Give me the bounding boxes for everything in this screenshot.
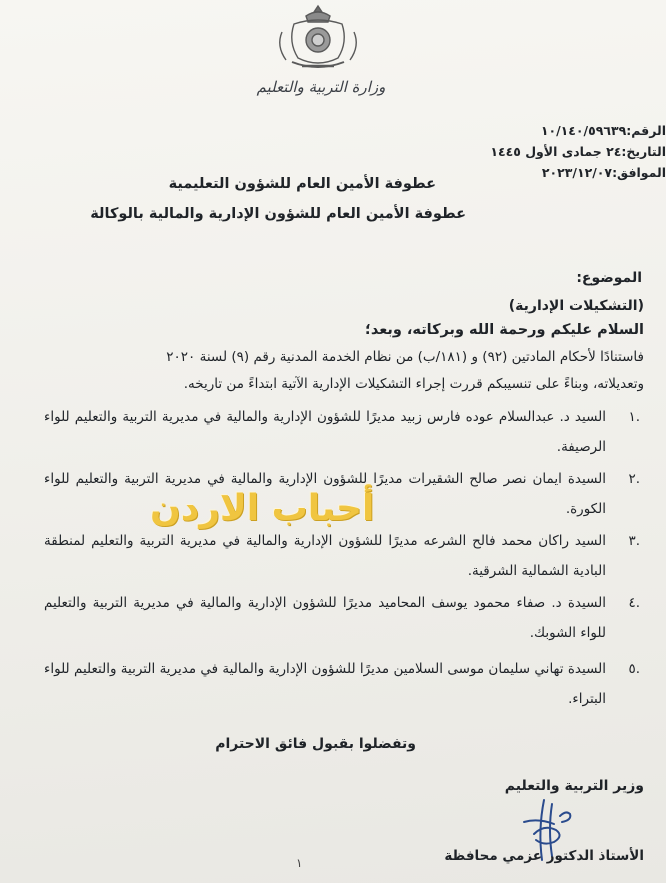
subject-value: (التشكيلات الإدارية) [508,298,644,314]
list-item [44,402,640,462]
reference-label: الرقم: [626,123,666,138]
hijri-date: ٢٤ جمادى الأول ١٤٤٥ [490,144,622,159]
reference-number-row [496,120,666,141]
list-item-number: .٥ [628,661,640,677]
list-item-number: .٤ [628,595,640,611]
list-item [44,588,640,648]
page-number: ١ [296,856,303,870]
list-item-number: .٢ [628,471,640,487]
royal-crest-icon [272,2,364,72]
body-paragraph-line-1: فاستنادًا لأحكام المادتين (٩٢) و (١٨١/ب) من نظام الخدمة المدنية رقم (٩) لسنة ٢٠٢٠ [166,349,644,365]
hijri-date-row [490,141,666,162]
list-item [44,526,640,586]
agree-label: الموافق: [612,165,666,180]
list-item-text: السيدة تهاني سليمان موسى السلامين مديرًا للشؤون الإدارية والمالية في مديرية التربية والتعليم للواء البتراء. [44,661,606,707]
list-item [44,654,640,714]
addressee-2: عطوفة الأمين العام للشؤون الإدارية والمالية بالوكالة [90,206,466,222]
list-item-text: السيد د. عبدالسلام عوده فارس زبيد مديرًا للشؤون الإدارية والمالية في مديرية التربية والتعليم للواء الرصيفة. [44,409,606,455]
list-item-number: .٣ [628,533,640,549]
list-item-number: .١ [628,409,640,425]
date-label: التاريخ: [621,144,666,159]
signatory-name: الأستاذ الدكتور عزمي محافظة [444,848,644,864]
list-item-text: السيد راكان محمد فالح الشرعه مديرًا للشؤون الإدارية والمالية في مديرية التربية والتعليم لمنطقة البادية الشمالية الشرقية. [44,533,606,579]
watermark-text: أحباب الاردن [150,488,375,529]
closing-line: وتفضلوا بقبول فائق الاحترام [215,736,416,752]
body-paragraph-line-2: وتعديلاته، وبناءً على تنسيبكم قررت إجراء التشكيلات الإدارية الآتية ابتداءً من تاريخه. [183,376,644,392]
reference-block [490,120,666,183]
ministry-name: وزارة التربية والتعليم [256,78,386,96]
gregorian-date: ٢٠٢٣/١٢/٠٧ [541,165,613,180]
greeting: السلام عليكم ورحمة الله وبركاته، وبعد؛ [365,322,644,338]
subject-label: الموضوع: [576,270,642,286]
addressee-1: عطوفة الأمين العام للشؤون التعليمية [168,176,436,192]
signatory-title: وزير التربية والتعليم [504,778,644,794]
gregorian-date-row [496,162,666,183]
list-item-text: السيدة د. صفاء محمود يوسف المحاميد مديرًا للشؤون الإدارية والمالية في مديرية التربية والتعليم للواء الشوبك. [44,595,606,641]
list-item-text: السيدة ايمان نصر صالح الشقيرات مديرًا للشؤون الإدارية والمالية في مديرية التربية والتعليم للواء الكورة. [44,471,606,517]
reference-number: ١٠/١٤٠/٥٩٦٣٩ [540,123,627,138]
